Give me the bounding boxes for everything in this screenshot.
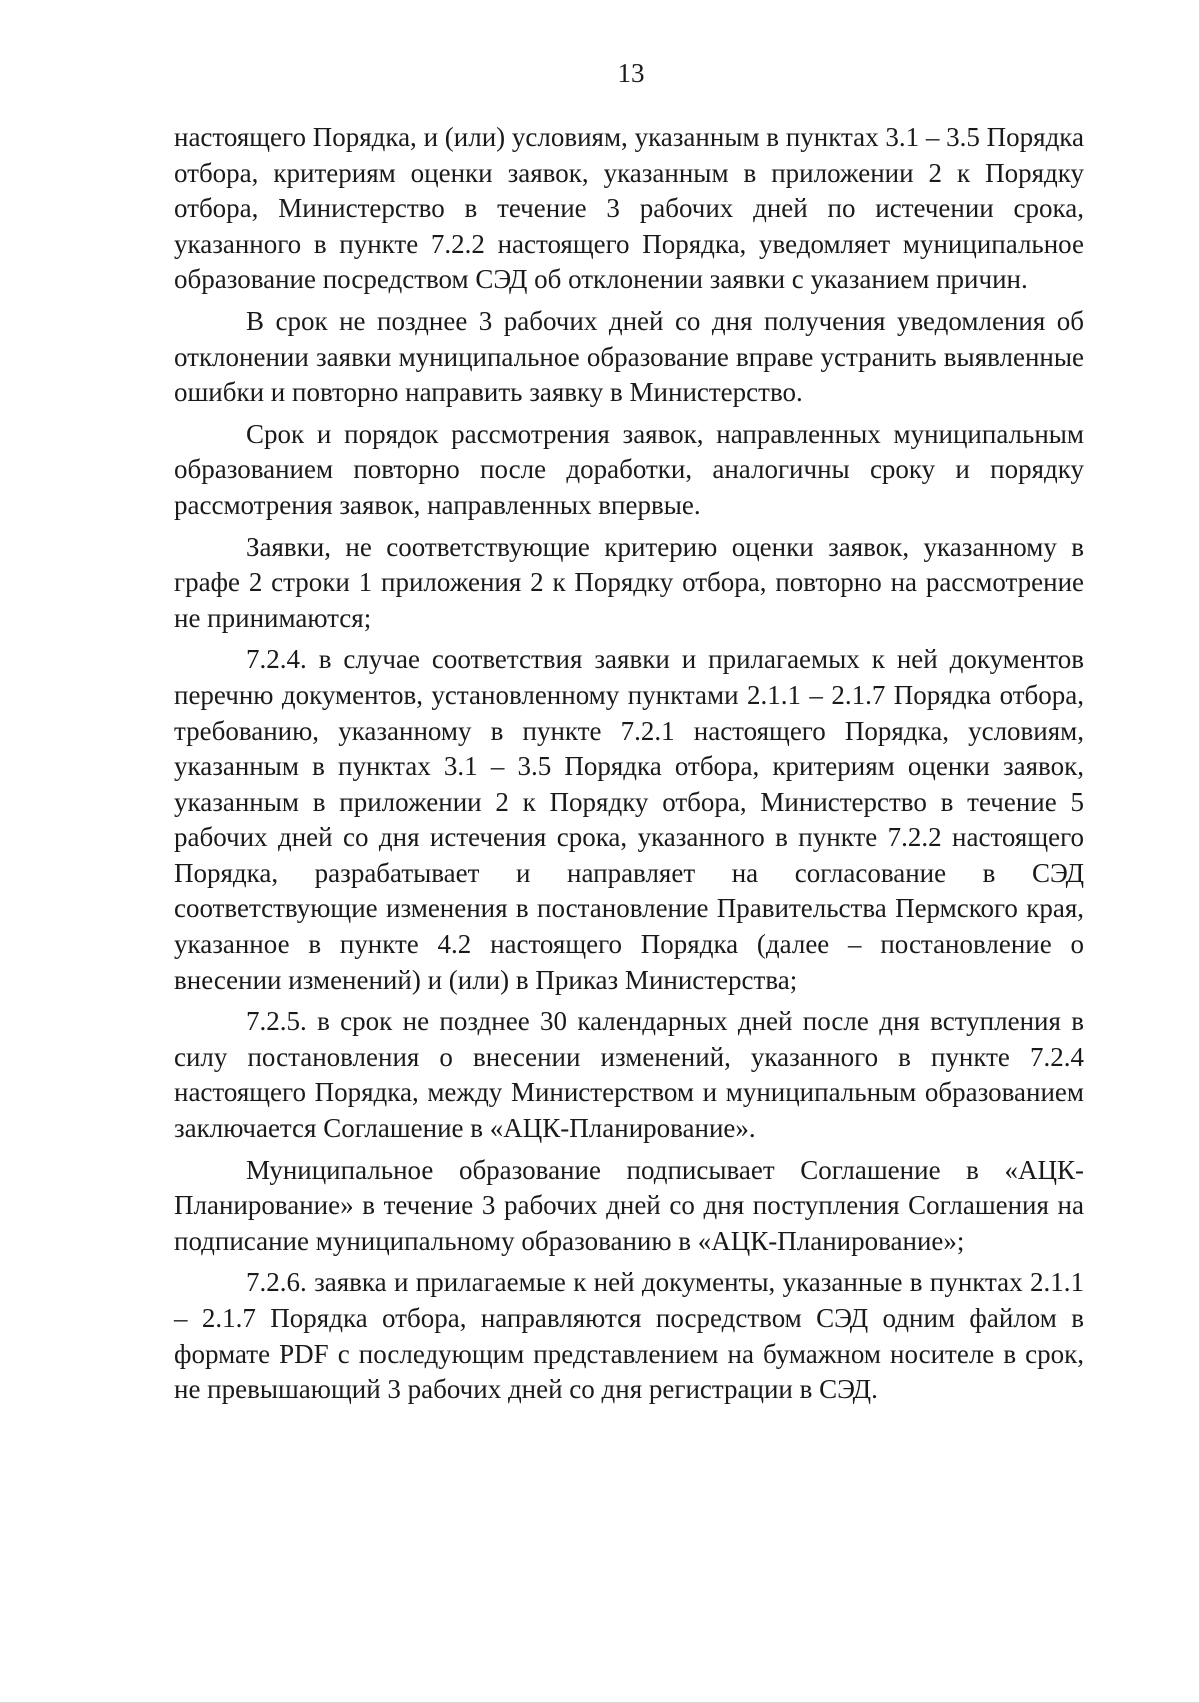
paragraph: В срок не позднее 3 рабочих дней со дня получения уведомления об отклонении заявки муниципальное образование вправе устранить выявленные ошибки и повторно направить заявку в Министерство. (174, 305, 1084, 408)
paragraph: 7.2.4. в случае соответствия заявки и прилагаемых к ней документов перечню документов, установленному пунктами 2.1.1 – 2.1.7 Порядка отбора, требованию, указанному в пункте 7.2.1 настоящего Порядка, условиям, указанным в пунктах 3.1 – 3.5 Порядка отбора, критериям оценки заявок, указанным в приложении 2 к Порядку отбора, Министерство в течение 5 рабочих дней со дня истечения срока, указанного в пункте 7.2.2 настоящего Порядка, разрабатывает и направляет на согласование в СЭД соответствующие изменения в постановление Правительства Пермского края, указанное в пункте 4.2 настоящего Порядка (далее – постановление о внесении изменений) и (или) в Приказ Министерства; (174, 644, 1084, 995)
page-number: 13 (617, 58, 645, 88)
paragraph: Муниципальное образование подписывает Соглашение в «АЦК-Планирование» в течение 3 рабочих дней со дня поступления Соглашения на подписание муниципальному образованию в «АЦК-Планирование»; (174, 1154, 1084, 1256)
document-body (174, 120, 1084, 1414)
paragraph: 7.2.5. в срок не позднее 30 календарных дней после дня вступления в силу постановления о внесении изменений, указанного в пункте 7.2.4 настоящего Порядка, между Министерством и муниципальным образованием заключается Соглашение в «АЦК-Планирование». (174, 1006, 1084, 1144)
paragraph: Срок и порядок рассмотрения заявок, направленных муниципальным образованием повторно после доработки, аналогичны сроку и порядку рассмотрения заявок, направленных впервые. (174, 418, 1084, 520)
paragraph: 7.2.6. заявка и прилагаемые к ней документы, указанные в пунктах 2.1.1 – 2.1.7 Порядка отбора, направляются посредством СЭД одним файлом в формате PDF с последующим представлением на бумажном носителе в срок, не превышающий 3 рабочих дней со дня регистрации в СЭД. (174, 1267, 1084, 1405)
paragraph: настоящего Порядка, и (или) условиям, указанным в пунктах 3.1 – 3.5 Порядка отбора, критериям оценки заявок, указанным в приложении 2 к Порядку отбора, Министерство в течение 3 рабочих дней по истечении срока, указанного в пункте 7.2.2 настоящего Порядка, уведомляет муниципальное образование посредством СЭД об отклонении заявки с указанием причин. (174, 122, 1084, 295)
paragraph: Заявки, не соответствующие критерию оценки заявок, указанному в графе 2 строки 1 приложения 2 к Порядку отбора, повторно на рассмотрение не принимаются; (174, 531, 1084, 633)
